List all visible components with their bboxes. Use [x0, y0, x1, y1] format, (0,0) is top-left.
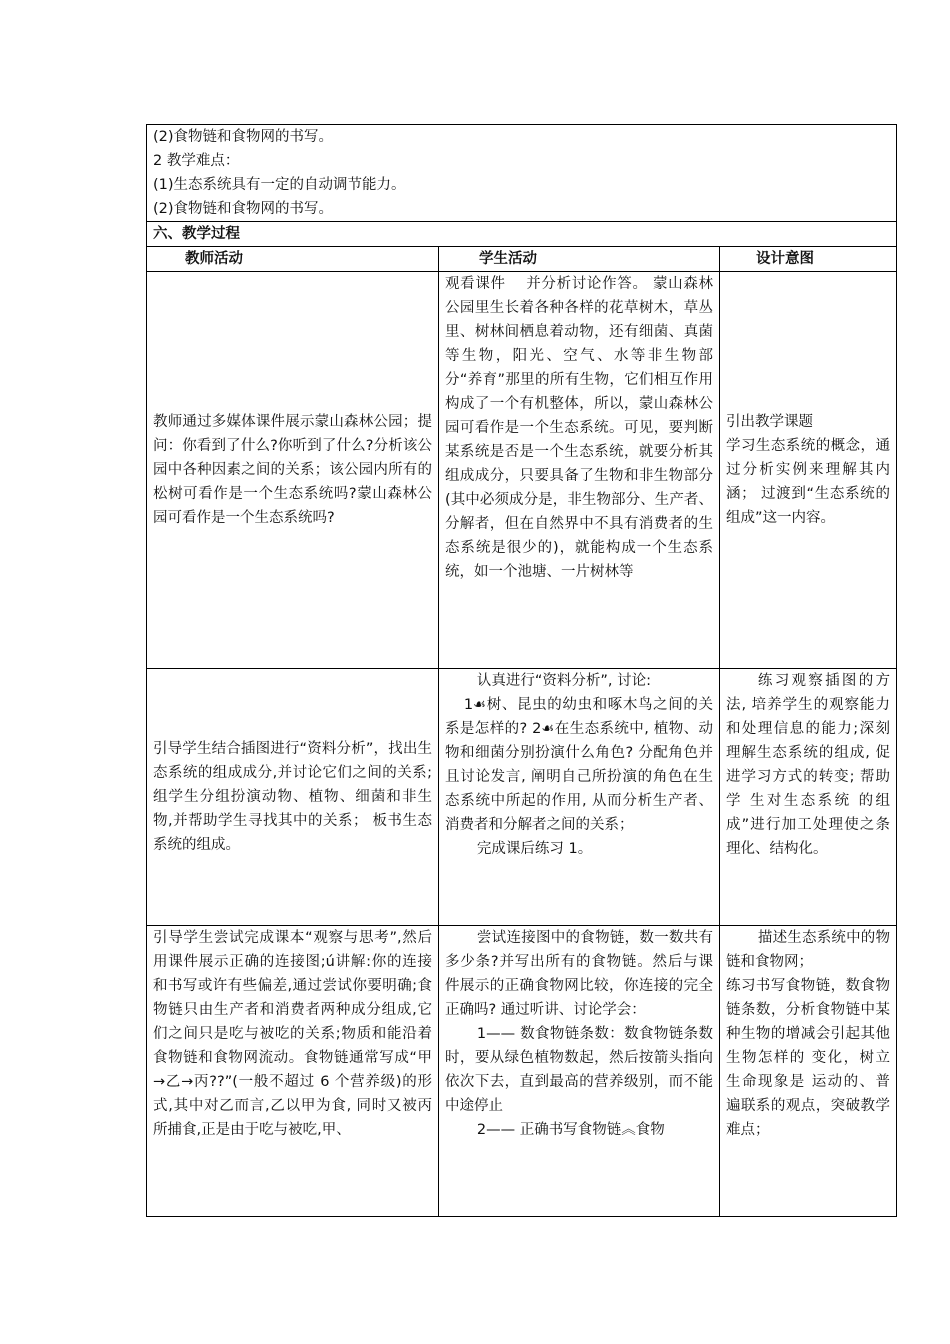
intro-line: (2)食物链和食物网的书写。	[153, 201, 334, 217]
table-row	[147, 669, 897, 926]
intro-line: (2)食物链和食物网的书写。	[153, 129, 334, 145]
cell-text: 教师通过多媒体课件展示蒙山森林公园；提问：你看到了什么?你听到了什么?分析该公园中各种因素之间的关系；该公园内所有的松树可看作是一个生态系统吗?蒙山森林公园可看作是一个生态系统吗?	[153, 414, 432, 526]
section-title: 六、教学过程	[147, 222, 897, 247]
student-activity-cell	[439, 272, 720, 669]
cell-text: 学习生态系统的概念，通过分析实例来理解其内涵； 过渡到“生态系统的 组成”这一内容。	[726, 438, 890, 526]
cell-text: 引导学生尝试完成课本“观察与思考”,然后用课件展示正确的连接图;ú讲解:你的连接和书写或许有些偏差,通过尝试你要明确;食物链只由生产者和消费者两种成分组成,它们之间只是吃与被吃的关系;物质和能沿着食物链和食物网流动。食物链通常写成“甲→乙→丙??”(一般不超过 6 个营养级)的形式,其中对乙而言,乙以甲为食, 同时又被丙所捕食,正是由于吃与被吃,甲、	[153, 930, 432, 1138]
teacher-activity-cell	[147, 272, 439, 669]
header-student-activity: 学生活动	[439, 247, 720, 272]
lesson-plan-table	[146, 124, 897, 1217]
cell-text: 认真进行“资料分析”, 讨论:	[476, 673, 652, 689]
teacher-activity-cell	[147, 669, 439, 926]
cell-text: 完成课后练习 1。	[476, 841, 593, 857]
cell-text: 练习书写食物链，数食物链条数，分析食物链中某种生物的增减会引起其他生物怎样的 变化，树立生命现象是 运动的、普遍联系的观点，突破教学难点；	[726, 978, 890, 1138]
cell-text: 引出教学课题	[726, 414, 813, 430]
design-intent-cell	[720, 926, 897, 1217]
cell-text: 1☙树、昆虫的幼虫和啄木鸟之间的关系是怎样的? 2☙在生态系统中, 植物、动物和细菌分别扮演什么角色? 分配角色并且讨论发言, 阐明自己所扮演的角色在生态系统中所起的作用, 从而分析生产者、消费者和分解者之间的关系；	[445, 697, 713, 833]
cell-text: 观看课件 并分析讨论作答。 蒙山森林公园里生长着各种各样的花草树木，草丛里、树林间栖息着动物，还有细菌、真菌等生物，阳光、空气、水等非生物部分“养育”那里的所有生物，它们相互作用构成了一个有机整体，所以，蒙山森林公园可看作是一个生态系统。可见，要判断某系统是否是一个生态系统，就要分析其组成成分，只要具备了生物和非生物部分(其中必须成分是，非生物部分、生产者、分解者，但在自然界中不具有消费者的生态系统是很少的)，就能构成一个生态系统，如一个池塘、一片树林等	[445, 276, 713, 580]
design-intent-cell	[720, 669, 897, 926]
cell-text: 练习观察插图的方法, 培养学生的观察能力和处理信息的能力;深刻理解生态系统的组成, 促进学习方式的转变; 帮助学 生对生态系统 的组成”进行加工处理使之条理化、结构化。	[726, 673, 890, 857]
header-teacher-activity: 教师活动	[147, 247, 439, 272]
teacher-activity-cell	[147, 926, 439, 1217]
header-design-intent: 设计意图	[720, 247, 897, 272]
cell-text: 尝试连接图中的食物链，数一数共有多少条?并写出所有的食物链。然后与课件展示的正确食物网比较，你连接的完全正确吗? 通过听讲、讨论学会：	[445, 930, 713, 1018]
cell-text: 2—— 正确书写食物链︽食物	[476, 1122, 665, 1138]
intro-line: (1)生态系统具有一定的自动调节能力。	[153, 177, 406, 193]
table-row	[147, 926, 897, 1217]
design-intent-cell	[720, 272, 897, 669]
column-header-row	[147, 247, 897, 272]
student-activity-cell	[439, 669, 720, 926]
cell-text: 1—— 数食物链条数：数食物链条数时，要从绿色植物数起，然后按箭头指向依次下去，直到最高的营养级别，而不能中途停止	[445, 1026, 713, 1114]
teaching-focus-cell	[147, 125, 897, 222]
student-activity-cell	[439, 926, 720, 1217]
section-row	[147, 222, 897, 247]
intro-line: 2 教学难点：	[153, 153, 240, 169]
table-row	[147, 272, 897, 669]
cell-text: 描述生态系统中的物链和食物网；	[726, 930, 890, 970]
cell-text: 引导学生结合插图进行“资料分析”，找出生态系统的组成成分,并讨论它们之间的关系;组学生分组扮演动物、植物、细菌和非生物,并帮助学生寻找其中的关系； 板书生态系统的组成。	[153, 741, 432, 853]
teaching-focus-row	[147, 125, 897, 222]
